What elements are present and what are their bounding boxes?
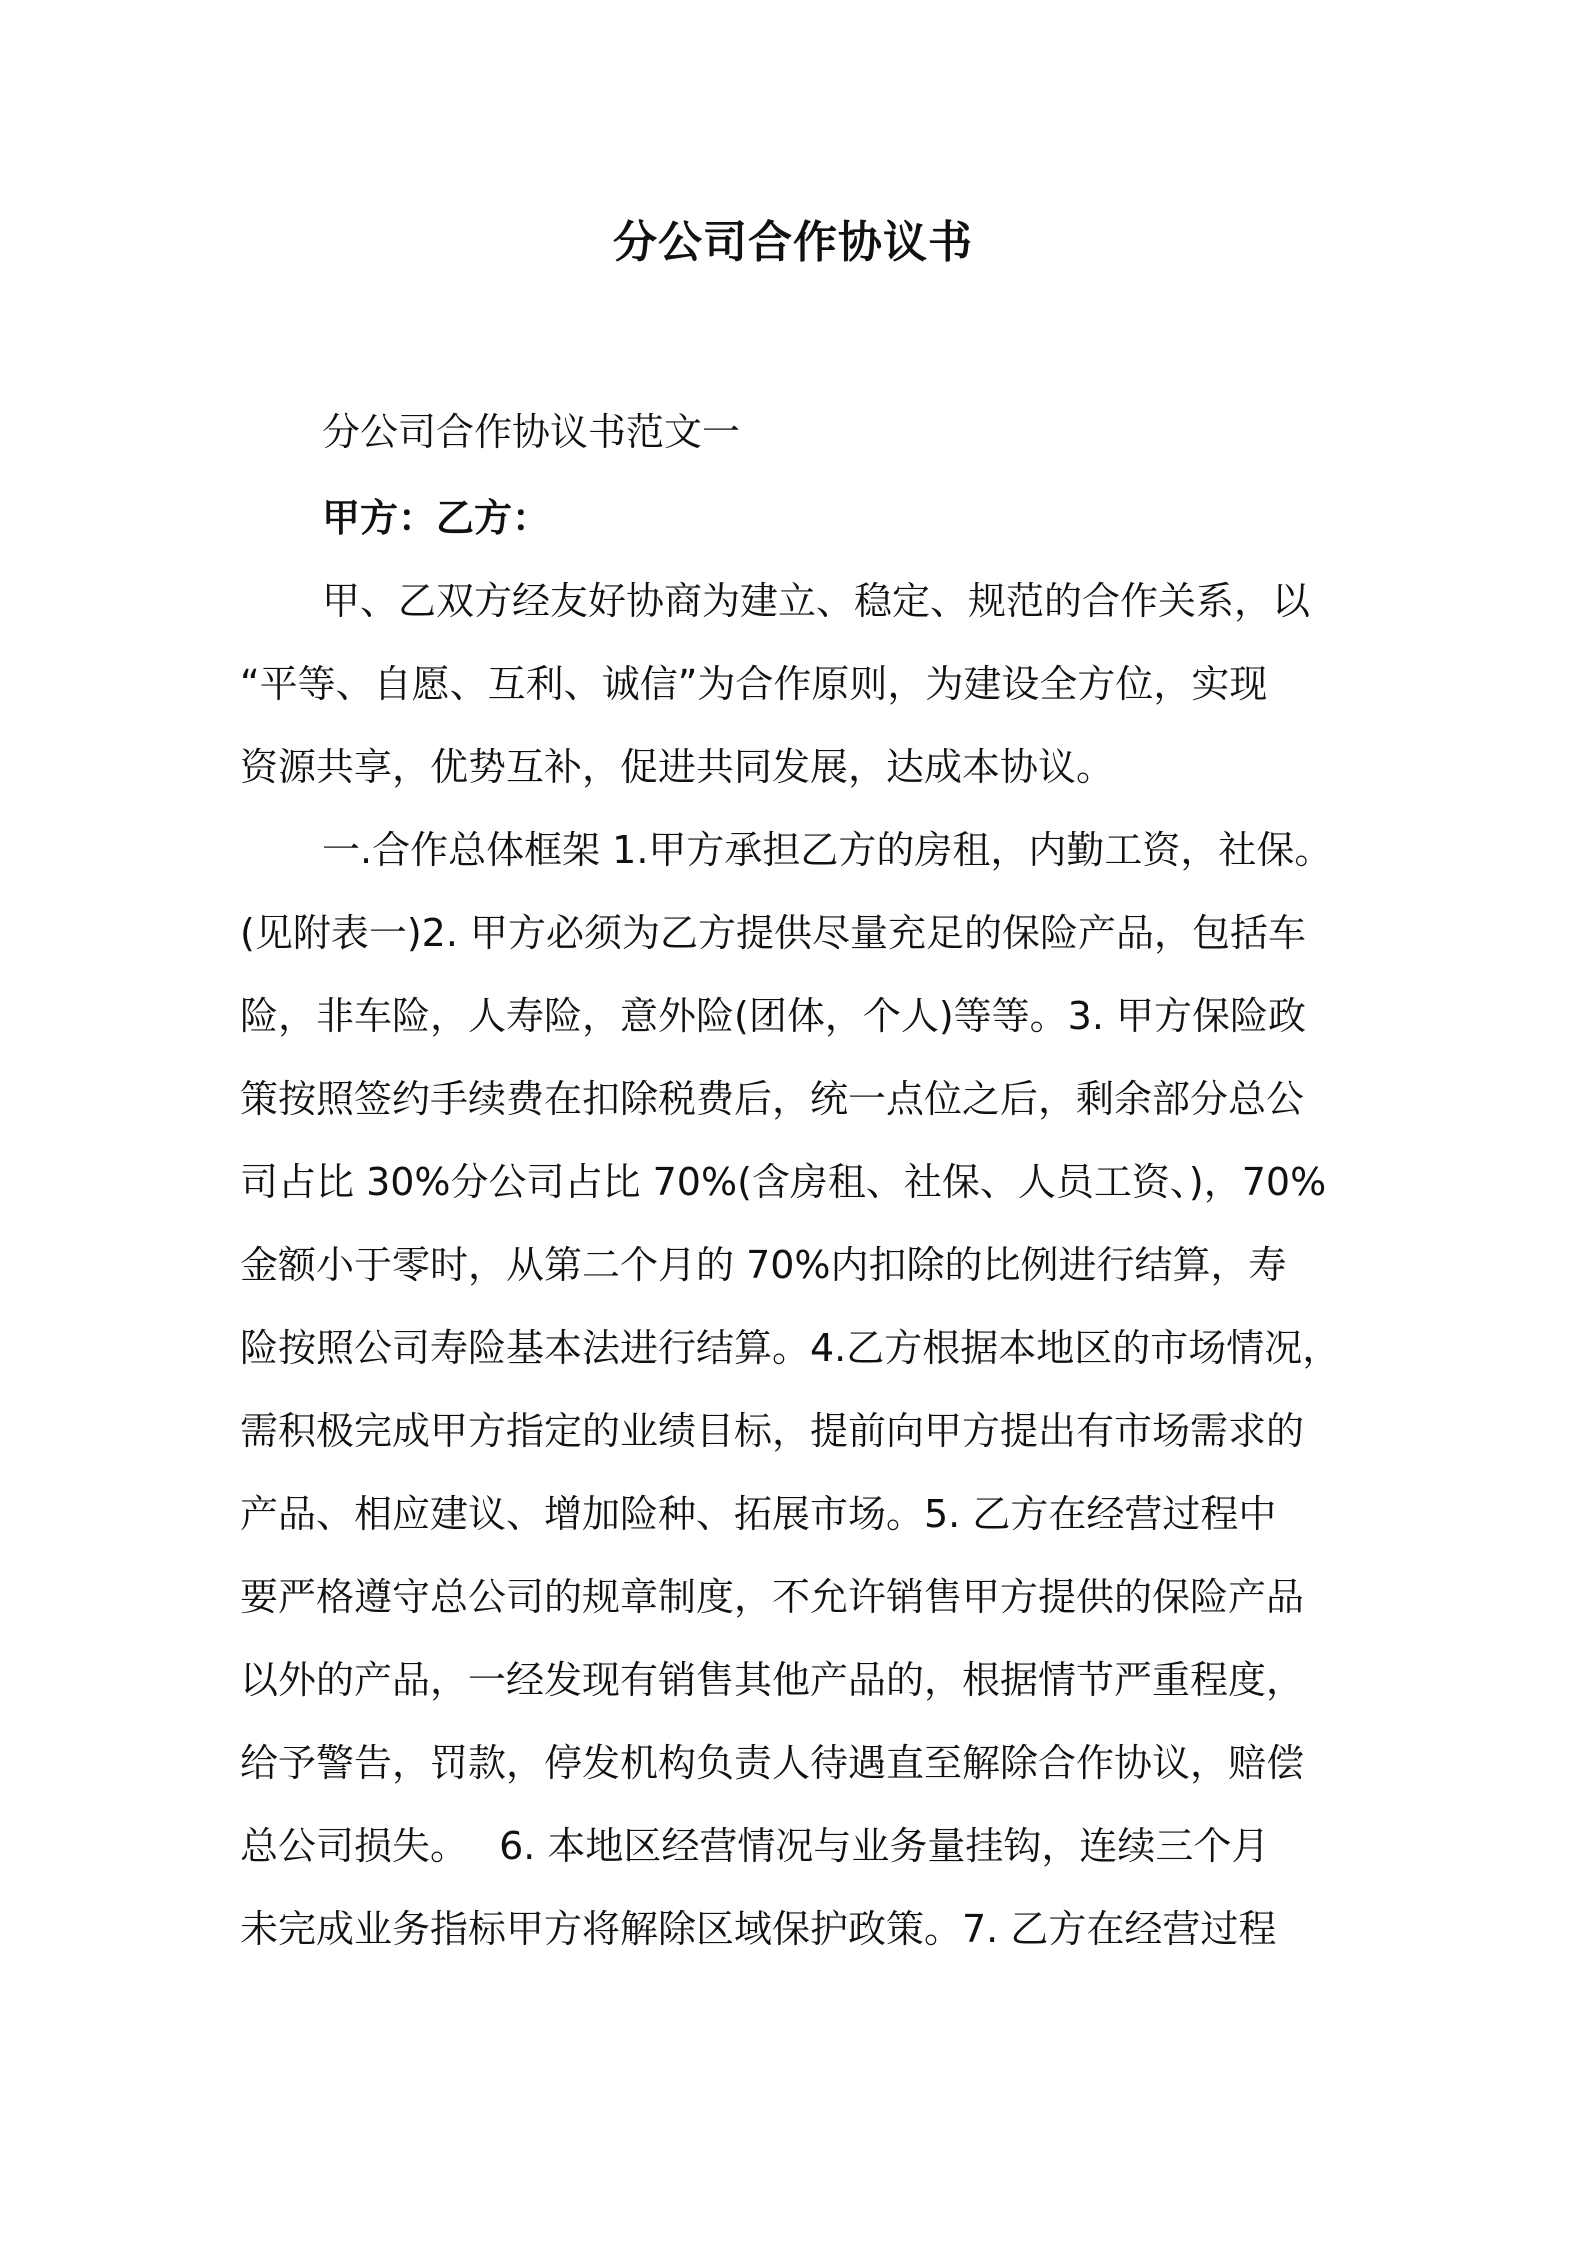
document-title: 分公司合作协议书 — [613, 217, 973, 268]
paragraph-line: 险，非车险，人寿险，意外险(团体，个人)等等。3. 甲方保险政 — [240, 994, 1306, 1038]
paragraph-line: 一.合作总体框架 1.甲方承担乙方的房租，内勤工资，社保。 — [322, 828, 1333, 872]
paragraph-line: 甲、乙双方经友好协商为建立、稳定、规范的合作关系，以 — [322, 579, 1311, 623]
paragraph-line: 给予警告，罚款，停发机构负责人待遇直至解除合作协议，赔偿 — [240, 1741, 1305, 1785]
paragraph-line: 司占比 30%分公司占比 70%(含房租、社保、人员工资、)，70% — [240, 1160, 1327, 1204]
parties-line: 甲方：乙方： — [322, 496, 551, 540]
paragraph-line: 险按照公司寿险基本法进行结算。4.乙方根据本地区的市场情况， — [240, 1326, 1341, 1370]
paragraph-line: 资源共享，优势互补，促进共同发展，达成本协议。 — [240, 745, 1115, 789]
paragraph-line: 总公司损失。 6. 本地区经营情况与业务量挂钩，连续三个月 — [240, 1824, 1270, 1868]
paragraph-line: “平等、自愿、互利、诚信”为合作原则，为建设全方位，实现 — [240, 662, 1268, 706]
paragraph-line: (见附表一)2. 甲方必须为乙方提供尽量充足的保险产品，包括车 — [240, 911, 1306, 955]
document-subtitle: 分公司合作协议书范文一 — [322, 410, 741, 454]
paragraph-line: 要严格遵守总公司的规章制度，不允许销售甲方提供的保险产品 — [240, 1575, 1305, 1619]
paragraph-line: 以外的产品，一经发现有销售其他产品的，根据情节严重程度， — [240, 1658, 1305, 1702]
paragraph-line: 策按照签约手续费在扣除税费后，统一点位之后，剩余部分总公 — [240, 1077, 1305, 1121]
paragraph-line: 金额小于零时，从第二个月的 70%内扣除的比例进行结算，寿 — [240, 1243, 1287, 1287]
paragraph-line: 产品、相应建议、增加险种、拓展市场。5. 乙方在经营过程中 — [240, 1492, 1277, 1536]
paragraph-line: 需积极完成甲方指定的业绩目标，提前向甲方提出有市场需求的 — [240, 1409, 1305, 1453]
paragraph-line: 未完成业务指标甲方将解除区域保护政策。7. 乙方在经营过程 — [240, 1907, 1277, 1951]
